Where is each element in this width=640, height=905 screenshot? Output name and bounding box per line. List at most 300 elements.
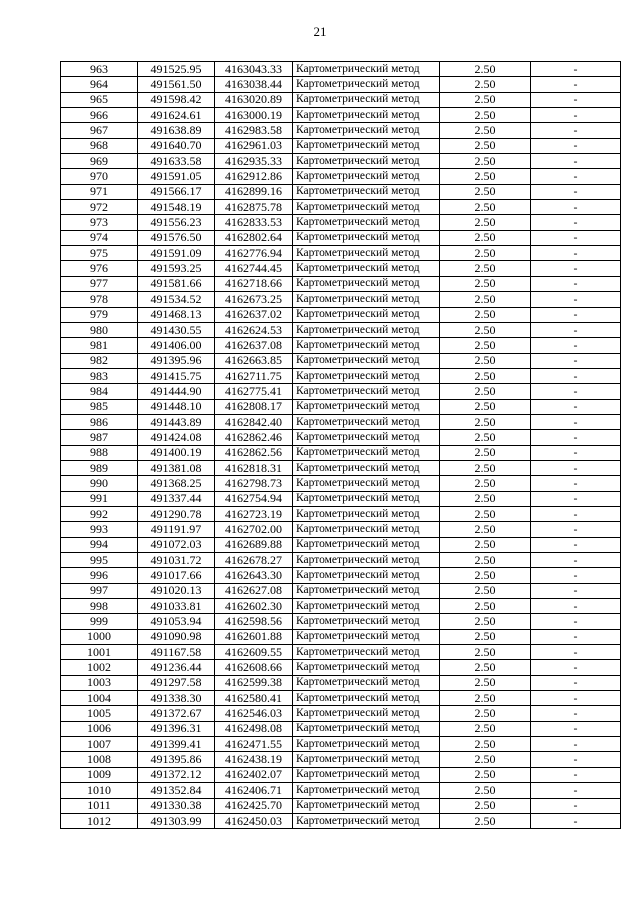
table-row [61,384,621,399]
description-cell: - [531,307,621,322]
accuracy-cell: 2.50 [440,215,531,230]
table-row [61,798,621,813]
accuracy-cell: 2.50 [440,660,531,675]
description-cell: - [531,368,621,383]
x-coordinate-cell: 491297.58 [138,675,215,690]
description-cell: - [531,123,621,138]
description-cell: - [531,445,621,460]
description-cell: - [531,414,621,429]
y-coordinate-cell: 4162775.41 [215,384,293,399]
y-coordinate-cell: 4162498.08 [215,721,293,736]
x-coordinate-cell: 491395.96 [138,353,215,368]
description-cell: - [531,322,621,337]
y-coordinate-cell: 4162842.40 [215,414,293,429]
description-cell: - [531,553,621,568]
point-number-cell: 967 [61,123,138,138]
method-cell: Картометрический метод [293,491,440,506]
x-coordinate-cell: 491566.17 [138,184,215,199]
x-coordinate-cell: 491090.98 [138,629,215,644]
description-cell: - [531,691,621,706]
x-coordinate-cell: 491191.97 [138,522,215,537]
point-number-cell: 976 [61,261,138,276]
description-cell: - [531,138,621,153]
point-number-cell: 985 [61,399,138,414]
accuracy-cell: 2.50 [440,460,531,475]
table-row [61,261,621,276]
description-cell: - [531,583,621,598]
point-number-cell: 1009 [61,767,138,782]
description-cell: - [531,399,621,414]
table-row [61,154,621,169]
x-coordinate-cell: 491443.89 [138,414,215,429]
method-cell: Картометрический метод [293,154,440,169]
table-row [61,537,621,552]
accuracy-cell: 2.50 [440,476,531,491]
description-cell: - [531,154,621,169]
y-coordinate-cell: 4162718.66 [215,276,293,291]
accuracy-cell: 2.50 [440,77,531,92]
y-coordinate-cell: 4162912.86 [215,169,293,184]
accuracy-cell: 2.50 [440,645,531,660]
table-row [61,599,621,614]
y-coordinate-cell: 4162643.30 [215,568,293,583]
y-coordinate-cell: 4162425.70 [215,798,293,813]
description-cell: - [531,384,621,399]
x-coordinate-cell: 491330.38 [138,798,215,813]
x-coordinate-cell: 491290.78 [138,506,215,521]
x-coordinate-cell: 491338.30 [138,691,215,706]
point-number-cell: 1005 [61,706,138,721]
table-row [61,522,621,537]
method-cell: Картометрический метод [293,522,440,537]
method-cell: Картометрический метод [293,368,440,383]
description-cell: - [531,599,621,614]
x-coordinate-cell: 491399.41 [138,737,215,752]
x-coordinate-cell: 491372.67 [138,706,215,721]
method-cell: Картометрический метод [293,215,440,230]
description-cell: - [531,246,621,261]
point-number-cell: 1008 [61,752,138,767]
table-row [61,660,621,675]
point-number-cell: 970 [61,169,138,184]
method-cell: Картометрический метод [293,660,440,675]
x-coordinate-cell: 491020.13 [138,583,215,598]
y-coordinate-cell: 4162711.75 [215,368,293,383]
table-row [61,200,621,215]
description-cell: - [531,353,621,368]
y-coordinate-cell: 4162808.17 [215,399,293,414]
x-coordinate-cell: 491400.19 [138,445,215,460]
x-coordinate-cell: 491638.89 [138,123,215,138]
y-coordinate-cell: 4162862.56 [215,445,293,460]
table-row [61,276,621,291]
accuracy-cell: 2.50 [440,599,531,614]
x-coordinate-cell: 491593.25 [138,261,215,276]
point-number-cell: 1012 [61,813,138,828]
x-coordinate-cell: 491396.31 [138,721,215,736]
description-cell: - [531,184,621,199]
method-cell: Картометрический метод [293,629,440,644]
method-cell: Картометрический метод [293,752,440,767]
point-number-cell: 1000 [61,629,138,644]
x-coordinate-cell: 491031.72 [138,553,215,568]
accuracy-cell: 2.50 [440,522,531,537]
description-cell: - [531,276,621,291]
table-row [61,813,621,828]
table-row [61,675,621,690]
description-cell: - [531,645,621,660]
point-number-cell: 965 [61,92,138,107]
table-row [61,246,621,261]
point-number-cell: 991 [61,491,138,506]
point-number-cell: 978 [61,292,138,307]
method-cell: Картометрический метод [293,246,440,261]
x-coordinate-cell: 491581.66 [138,276,215,291]
point-number-cell: 999 [61,614,138,629]
table-row [61,491,621,506]
description-cell: - [531,169,621,184]
point-number-cell: 974 [61,230,138,245]
description-cell: - [531,737,621,752]
table-row [61,307,621,322]
description-cell: - [531,108,621,123]
description-cell: - [531,230,621,245]
description-cell: - [531,783,621,798]
y-coordinate-cell: 4162627.08 [215,583,293,598]
table-row [61,138,621,153]
description-cell: - [531,506,621,521]
accuracy-cell: 2.50 [440,261,531,276]
description-cell: - [531,522,621,537]
table-row [61,368,621,383]
x-coordinate-cell: 491337.44 [138,491,215,506]
point-number-cell: 1007 [61,737,138,752]
y-coordinate-cell: 4162602.30 [215,599,293,614]
point-number-cell: 980 [61,322,138,337]
x-coordinate-cell: 491561.50 [138,77,215,92]
method-cell: Картометрический метод [293,414,440,429]
table-row [61,353,621,368]
table-row [61,783,621,798]
description-cell: - [531,660,621,675]
method-cell: Картометрический метод [293,338,440,353]
x-coordinate-cell: 491372.12 [138,767,215,782]
accuracy-cell: 2.50 [440,813,531,828]
y-coordinate-cell: 4162608.66 [215,660,293,675]
table-row [61,215,621,230]
method-cell: Картометрический метод [293,445,440,460]
table-row [61,614,621,629]
description-cell: - [531,752,621,767]
method-cell: Картометрический метод [293,476,440,491]
description-cell: - [531,568,621,583]
description-cell: - [531,721,621,736]
y-coordinate-cell: 4163020.89 [215,92,293,107]
method-cell: Картометрический метод [293,614,440,629]
point-number-cell: 968 [61,138,138,153]
x-coordinate-cell: 491525.95 [138,62,215,77]
accuracy-cell: 2.50 [440,123,531,138]
accuracy-cell: 2.50 [440,675,531,690]
description-cell: - [531,215,621,230]
accuracy-cell: 2.50 [440,246,531,261]
x-coordinate-cell: 491415.75 [138,368,215,383]
accuracy-cell: 2.50 [440,399,531,414]
y-coordinate-cell: 4162983.58 [215,123,293,138]
table-row [61,706,621,721]
x-coordinate-cell: 491468.13 [138,307,215,322]
method-cell: Картометрический метод [293,292,440,307]
point-number-cell: 983 [61,368,138,383]
x-coordinate-cell: 491534.52 [138,292,215,307]
description-cell: - [531,62,621,77]
accuracy-cell: 2.50 [440,292,531,307]
accuracy-cell: 2.50 [440,169,531,184]
table-row [61,568,621,583]
accuracy-cell: 2.50 [440,230,531,245]
accuracy-cell: 2.50 [440,491,531,506]
y-coordinate-cell: 4162818.31 [215,460,293,475]
point-number-cell: 982 [61,353,138,368]
accuracy-cell: 2.50 [440,307,531,322]
x-coordinate-cell: 491598.42 [138,92,215,107]
description-cell: - [531,292,621,307]
point-number-cell: 993 [61,522,138,537]
table-row [61,752,621,767]
y-coordinate-cell: 4163000.19 [215,108,293,123]
accuracy-cell: 2.50 [440,614,531,629]
y-coordinate-cell: 4163043.33 [215,62,293,77]
point-number-cell: 1010 [61,783,138,798]
method-cell: Картометрический метод [293,430,440,445]
accuracy-cell: 2.50 [440,138,531,153]
y-coordinate-cell: 4162754.94 [215,491,293,506]
accuracy-cell: 2.50 [440,338,531,353]
point-number-cell: 1006 [61,721,138,736]
point-number-cell: 989 [61,460,138,475]
accuracy-cell: 2.50 [440,706,531,721]
accuracy-cell: 2.50 [440,108,531,123]
accuracy-cell: 2.50 [440,384,531,399]
method-cell: Картометрический метод [293,506,440,521]
point-number-cell: 966 [61,108,138,123]
x-coordinate-cell: 491303.99 [138,813,215,828]
method-cell: Картометрический метод [293,783,440,798]
method-cell: Картометрический метод [293,62,440,77]
table-row [61,430,621,445]
y-coordinate-cell: 4162899.16 [215,184,293,199]
x-coordinate-cell: 491017.66 [138,568,215,583]
accuracy-cell: 2.50 [440,506,531,521]
accuracy-cell: 2.50 [440,445,531,460]
x-coordinate-cell: 491167.58 [138,645,215,660]
y-coordinate-cell: 4162862.46 [215,430,293,445]
point-number-cell: 975 [61,246,138,261]
y-coordinate-cell: 4162723.19 [215,506,293,521]
table-row [61,506,621,521]
x-coordinate-cell: 491591.05 [138,169,215,184]
method-cell: Картометрический метод [293,645,440,660]
y-coordinate-cell: 4162546.03 [215,706,293,721]
accuracy-cell: 2.50 [440,184,531,199]
x-coordinate-cell: 491430.55 [138,322,215,337]
point-number-cell: 995 [61,553,138,568]
point-number-cell: 1001 [61,645,138,660]
y-coordinate-cell: 4162601.88 [215,629,293,644]
description-cell: - [531,77,621,92]
accuracy-cell: 2.50 [440,62,531,77]
x-coordinate-cell: 491640.70 [138,138,215,153]
method-cell: Картометрический метод [293,706,440,721]
x-coordinate-cell: 491395.86 [138,752,215,767]
method-cell: Картометрический метод [293,138,440,153]
description-cell: - [531,537,621,552]
y-coordinate-cell: 4162471.55 [215,737,293,752]
accuracy-cell: 2.50 [440,691,531,706]
coordinates-table-body [61,62,621,829]
accuracy-cell: 2.50 [440,583,531,598]
point-number-cell: 963 [61,62,138,77]
y-coordinate-cell: 4163038.44 [215,77,293,92]
y-coordinate-cell: 4162802.64 [215,230,293,245]
table-row [61,169,621,184]
table-row [61,645,621,660]
x-coordinate-cell: 491633.58 [138,154,215,169]
table-row [61,721,621,736]
description-cell: - [531,261,621,276]
y-coordinate-cell: 4162875.78 [215,200,293,215]
method-cell: Картометрический метод [293,77,440,92]
y-coordinate-cell: 4162776.94 [215,246,293,261]
page-number: 21 [313,24,327,39]
point-number-cell: 1011 [61,798,138,813]
table-row [61,629,621,644]
method-cell: Картометрический метод [293,92,440,107]
description-cell: - [531,706,621,721]
x-coordinate-cell: 491072.03 [138,537,215,552]
table-row [61,322,621,337]
description-cell: - [531,92,621,107]
description-cell: - [531,675,621,690]
y-coordinate-cell: 4162599.38 [215,675,293,690]
accuracy-cell: 2.50 [440,430,531,445]
table-row [61,414,621,429]
accuracy-cell: 2.50 [440,414,531,429]
x-coordinate-cell: 491591.09 [138,246,215,261]
point-number-cell: 1003 [61,675,138,690]
accuracy-cell: 2.50 [440,92,531,107]
y-coordinate-cell: 4162438.19 [215,752,293,767]
method-cell: Картометрический метод [293,276,440,291]
description-cell: - [531,200,621,215]
description-cell: - [531,476,621,491]
point-number-cell: 971 [61,184,138,199]
table-row [61,691,621,706]
accuracy-cell: 2.50 [440,721,531,736]
point-number-cell: 981 [61,338,138,353]
y-coordinate-cell: 4162580.41 [215,691,293,706]
point-number-cell: 972 [61,200,138,215]
method-cell: Картометрический метод [293,399,440,414]
point-number-cell: 969 [61,154,138,169]
point-number-cell: 984 [61,384,138,399]
y-coordinate-cell: 4162598.56 [215,614,293,629]
y-coordinate-cell: 4162450.03 [215,813,293,828]
point-number-cell: 997 [61,583,138,598]
y-coordinate-cell: 4162637.08 [215,338,293,353]
x-coordinate-cell: 491368.25 [138,476,215,491]
method-cell: Картометрический метод [293,230,440,245]
point-number-cell: 996 [61,568,138,583]
method-cell: Картометрический метод [293,583,440,598]
accuracy-cell: 2.50 [440,353,531,368]
description-cell: - [531,460,621,475]
description-cell: - [531,338,621,353]
description-cell: - [531,430,621,445]
x-coordinate-cell: 491576.50 [138,230,215,245]
description-cell: - [531,767,621,782]
method-cell: Картометрический метод [293,169,440,184]
accuracy-cell: 2.50 [440,200,531,215]
x-coordinate-cell: 491548.19 [138,200,215,215]
accuracy-cell: 2.50 [440,798,531,813]
accuracy-cell: 2.50 [440,368,531,383]
x-coordinate-cell: 491448.10 [138,399,215,414]
point-number-cell: 1004 [61,691,138,706]
y-coordinate-cell: 4162663.85 [215,353,293,368]
point-number-cell: 964 [61,77,138,92]
x-coordinate-cell: 491352.84 [138,783,215,798]
method-cell: Картометрический метод [293,813,440,828]
method-cell: Картометрический метод [293,384,440,399]
point-number-cell: 986 [61,414,138,429]
table-row [61,553,621,568]
x-coordinate-cell: 491053.94 [138,614,215,629]
y-coordinate-cell: 4162935.33 [215,154,293,169]
y-coordinate-cell: 4162402.07 [215,767,293,782]
x-coordinate-cell: 491444.90 [138,384,215,399]
table-row [61,460,621,475]
method-cell: Картометрический метод [293,537,440,552]
point-number-cell: 990 [61,476,138,491]
accuracy-cell: 2.50 [440,537,531,552]
accuracy-cell: 2.50 [440,154,531,169]
accuracy-cell: 2.50 [440,629,531,644]
y-coordinate-cell: 4162961.03 [215,138,293,153]
point-number-cell: 998 [61,599,138,614]
description-cell: - [531,813,621,828]
x-coordinate-cell: 491381.08 [138,460,215,475]
x-coordinate-cell: 491624.61 [138,108,215,123]
y-coordinate-cell: 4162689.88 [215,537,293,552]
method-cell: Картометрический метод [293,798,440,813]
table-row [61,767,621,782]
method-cell: Картометрический метод [293,184,440,199]
point-number-cell: 1002 [61,660,138,675]
method-cell: Картометрический метод [293,675,440,690]
table-row [61,292,621,307]
x-coordinate-cell: 491406.00 [138,338,215,353]
accuracy-cell: 2.50 [440,322,531,337]
method-cell: Картометрический метод [293,599,440,614]
y-coordinate-cell: 4162406.71 [215,783,293,798]
point-number-cell: 994 [61,537,138,552]
x-coordinate-cell: 491033.81 [138,599,215,614]
method-cell: Картометрический метод [293,553,440,568]
y-coordinate-cell: 4162637.02 [215,307,293,322]
table-row [61,737,621,752]
y-coordinate-cell: 4162624.53 [215,322,293,337]
